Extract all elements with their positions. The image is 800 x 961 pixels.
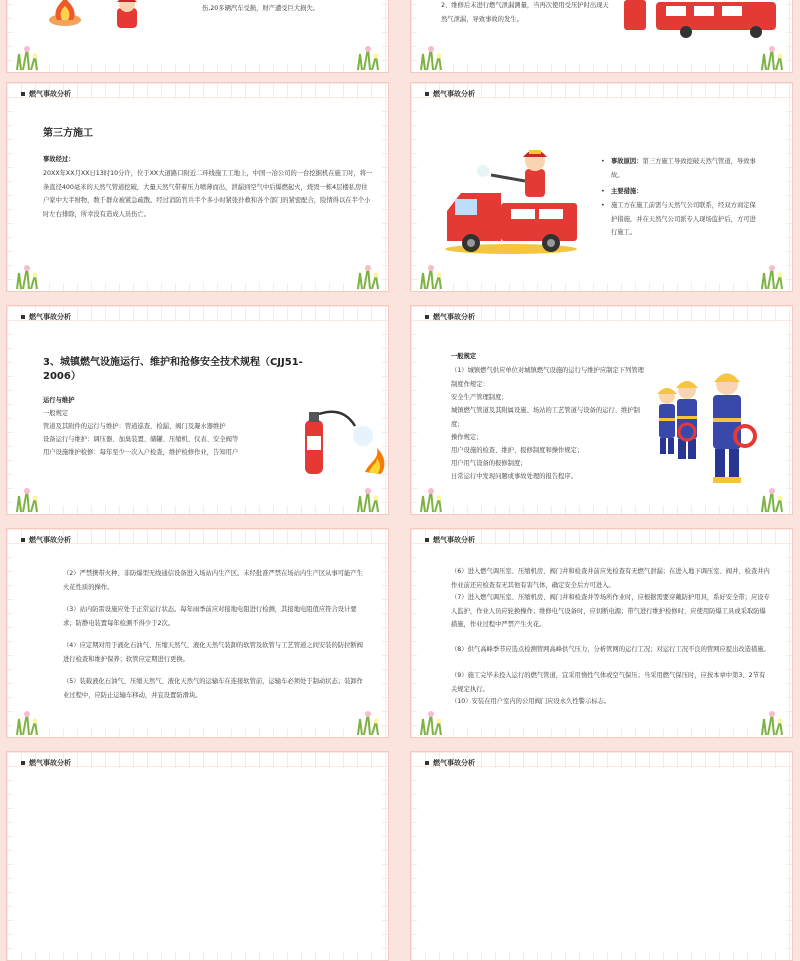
- grass-decoration-icon: [354, 263, 382, 289]
- slide5-line: 设备运行与维护：调压器、加臭装置、储罐、压缩机、仪表、安全阀等: [43, 436, 239, 443]
- slide-4: [410, 82, 793, 292]
- bullet-icon: •: [601, 158, 605, 165]
- grass-decoration-icon: [758, 709, 786, 735]
- slide8-para: （8）供气高峰季节应选点检测管网高峰供气压力，分析管网的运行工况；对运行工况不良的管网应提出改造措施。: [451, 646, 770, 653]
- fire-extinguisher-icon: [299, 406, 389, 478]
- fire-truck-with-firefighter-icon: [441, 141, 581, 256]
- grass-decoration-icon: [13, 263, 41, 289]
- slide1-text: 伤,20多辆汽车受损，财产遭受巨大损失。: [202, 5, 320, 12]
- slide-8: [410, 528, 793, 738]
- slide5-line: 用户设施维护检修：每年至少一次入户检查，维护检修作业，告知用户: [43, 449, 239, 456]
- slide2-text: 2、维修后未进行燃气泄漏测量，当再次使用受压护时出现天然气泄漏，导致事故的发生。: [441, 2, 609, 23]
- slide-header: 燃气事故分析: [21, 758, 71, 768]
- slide6-title: 一般规定: [451, 353, 477, 360]
- firefighters-team-icon: [651, 366, 771, 496]
- slide-header: 燃气事故分析: [21, 312, 71, 322]
- slide-9: [6, 751, 389, 961]
- grass-decoration-icon: [758, 263, 786, 289]
- grass-decoration-icon: [417, 486, 445, 512]
- slide6-line: 用户用气设备的报修制度；: [451, 460, 527, 467]
- slide-header: 燃气事故分析: [425, 89, 475, 99]
- slide8-para: （6）进入燃气调压室、压缩机房、阀门井和检查井前应先检查有无燃气泄漏；在进入地下调压室、阀井、检查井内作业前还应检查有无其他有害气体，确定安全后方可进入。: [451, 568, 770, 589]
- slide7-para: （5）装载液化石油气、压缩天然气、液化天然气的运输车在连接软管前，运输车必须处于制动状态；装卸作业过程中，应防止运输车移动，并宜设置防滑块。: [63, 678, 363, 699]
- grass-decoration-icon: [354, 709, 382, 735]
- cause-text: 事故原因：第三方施工导致挖破天然气管道，导致事故。: [611, 158, 756, 179]
- slide6-line: 城镇燃气管道及其附属设施、场站的工艺管道与设备的运行、维护制度；: [451, 407, 640, 428]
- slide-header: 燃气事故分析: [425, 758, 475, 768]
- slide5-line: 管道及其附件的运行与维护：管道巡查、检漏、阀门及凝水器维护: [43, 423, 226, 430]
- slide-7: [6, 528, 389, 738]
- slide-header: 燃气事故分析: [21, 89, 71, 99]
- slide5-subtitle: 运行与维护: [43, 397, 75, 404]
- slide-1: [6, 0, 389, 73]
- flame-icon: [47, 0, 83, 26]
- slide-header: 燃气事故分析: [21, 535, 71, 545]
- grass-decoration-icon: [354, 44, 382, 70]
- measures-label: 主要措施：: [611, 188, 643, 195]
- slide6-line: 日常运行中发现问题或事故处理的报告程序。: [451, 473, 577, 480]
- slide-header: 燃气事故分析: [425, 535, 475, 545]
- measures-text: 施工方在施工前需与天然气公司联系，经双方商定保护措施，并在天然气公司派专人现场监护后，方可进行施工。: [611, 202, 756, 236]
- grass-decoration-icon: [417, 44, 445, 70]
- grass-decoration-icon: [758, 486, 786, 512]
- slide6-line: 安全生产管理制度；: [451, 394, 508, 401]
- slide3-body: 20XX年XX月XX日13时10分许，位于XX大道路口附近二环线施工工地上，中国一冶公司的一台挖掘机在施工时，将一条直径400毫米的天然气管道挖破，大量天然气带着压力喷薄而出，泄漏到空气中后爆燃起火，烧毁一栋4层楼私房住户家中大半财物，数千群众被紧急疏散。经过消防官兵半个多小时紧张扑救和各个部门的紧密配合，险情得以在半个小时左右排除，所幸没有造成人员伤亡。: [43, 170, 373, 218]
- grass-decoration-icon: [354, 486, 382, 512]
- grass-decoration-icon: [758, 44, 786, 70]
- slide7-para: （4）应定期对用于液化石油气、压缩天然气、液化天然气装卸的软管及软管与工艺管道之间安装的防拉断阀进行检查和维护保养；软管应定期进行更换。: [63, 642, 363, 663]
- slide6-line: （1）城镇燃气供应单位对城镇燃气设施的运行与维护应制定下列管理制度作规定：: [451, 367, 644, 388]
- slide8-para: （9）施工完毕未投入运行的燃气管道，宜采用惰性气体或空气保压；当采用燃气保压时，应按本章中第3、2节有关规定执行。: [451, 672, 766, 693]
- fire-truck-icon: [616, 0, 786, 42]
- slide6-line: 操作规定；: [451, 434, 483, 441]
- slide3-title: 第三方施工: [43, 128, 93, 139]
- grass-decoration-icon: [417, 263, 445, 289]
- grass-decoration-icon: [417, 709, 445, 735]
- slide-2: [410, 0, 793, 73]
- bullet-icon: •: [601, 202, 605, 209]
- slide5-title: 3、城镇燃气设施运行、维护和抢修安全技术规程（CJJ51-2006）: [43, 357, 303, 382]
- slide7-para: （3）站内防雷设施应处于正常运行状态。每年雨季前应对接地电阻进行检测，其接地电阻值应符合设计要求；防静电装置每年检测不得少于2次。: [63, 606, 357, 627]
- slide3-subtitle: 事故经过：: [43, 156, 75, 163]
- slide-header: 燃气事故分析: [425, 312, 475, 322]
- grass-decoration-icon: [13, 486, 41, 512]
- slide-5: [6, 305, 389, 515]
- slide8-para: （10）安装在用户室内的公用阀门应设永久性警示标志。: [451, 698, 611, 705]
- slide6-line: 用户设施的检查、维护、报修制度和操作规定；: [451, 447, 584, 454]
- slide-3: [6, 82, 389, 292]
- grass-decoration-icon: [13, 44, 41, 70]
- slide-10: [410, 751, 793, 961]
- firefighter-icon: [107, 0, 147, 30]
- grass-decoration-icon: [13, 709, 41, 735]
- slide-6: [410, 305, 793, 515]
- slide7-para: （2）严禁携带火种、非防爆型无线通信设备进入场站内生产区。未经批准严禁在场站内生产区从事可能产生火花性质的操作。: [63, 570, 363, 591]
- bullet-icon: •: [601, 188, 605, 195]
- slide8-para: （7）进入燃气调压室、压缩机房、阀门井和检查井等场所作业时，应根据需要穿戴防护用具，系好安全带；应设专人监护，作业人员应轮换操作；维修电气设备时，应切断电源；带气进行维护检修时，应使用防爆工具或采取防爆措施，作业过程中严禁产生火花。: [451, 594, 770, 628]
- slide5-line: 一般规定: [43, 410, 69, 417]
